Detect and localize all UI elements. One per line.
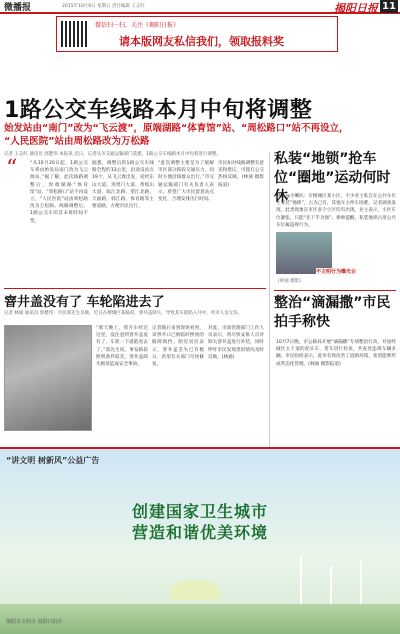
ad-slogan-2: 营造和谐优美环境 <box>131 523 268 542</box>
promo-line2: 请本版网友私信我们，领取报料奖 <box>119 35 284 48</box>
story2-column-2: 记者随后来到现场看到，该窨井口已被临时摆放的路障围挡。附近居民表示，窨井盖丢失已有数日，希望有关部门尽快修复。 <box>152 326 204 368</box>
page-number: 11 <box>380 0 398 13</box>
right-headline-2: 整治“滴漏撒”市民拍手称快 <box>274 295 391 330</box>
story2-photo <box>4 325 92 431</box>
story2-column-1: “那天晚上，我开车经过这里，没注意到窨井盖没有了，车轮一下就陷进去了。”郑先生说，事发路段照明条件较差，窨井盖缺失极易造成安全事故。 <box>96 326 148 368</box>
story2-headline: 窨井盖没有了 车轮陷进去了 <box>4 295 165 310</box>
wechat-promo-banner[interactable] <box>56 16 338 52</box>
subheadline-1: 始发站由“南门”改为“飞云渡”，原端湖路“体育馆”站、“周松路口”站不再设立， <box>4 123 349 134</box>
windmill-icon <box>330 566 332 604</box>
ad-sun-graphic <box>170 580 220 600</box>
section-title: 微播报 <box>4 3 32 13</box>
ad-footer: 揭阳市文明办 揭阳日报社 <box>6 619 63 625</box>
windmill-icon <box>300 556 302 604</box>
story1-column-3: “此次调整主要是为了缓解市区部分路段交通压力，同时方便沿线群众出行。”市交通运输部门有关负责人表示，希望广大市民留意站点变化，合理安排出行时间。 <box>158 161 214 203</box>
photo-caption: 不文明行为曝光台 <box>316 269 357 275</box>
qr-code-icon[interactable] <box>61 21 87 47</box>
right-headline-1: 私装“地锁”抢车位“圈地”运动何时休 <box>274 151 391 205</box>
newspaper-logo: 揭阳日报 <box>334 2 378 15</box>
subheadline-2: “人民医院”站由周松路改为万松路 <box>4 136 150 147</box>
right-story1-text: 网友@小喇叭：在榕城区某小区，不少业主私自在公共车位上安装“地锁”，占为己有，其他车主停车困难。记者调查发现，此类现象在市区多个小区均有出现。业主表示，小区车位紧张，只能“先下手为强”。律师提醒，私装地锁占用公共车位属违规行为。 <box>276 194 396 228</box>
page-header <box>0 0 400 14</box>
story1-column-4: 市民如对线路调整有意见和建议，可拨打公交热线反映。(林通 摄影 报道) <box>218 161 264 188</box>
story2-byline: 记者 林通 通讯员 郭楚伟：市民郑先生反映，近日在榕城区某路段，窨井盖缺失，导致其车轮陷入井中，所幸人员无伤。 <box>4 311 243 316</box>
promo-line1: 微信扫一扫，关注《揭阳日报》 <box>95 22 180 29</box>
main-headline: 1路公交车线路本月中旬将调整 <box>4 98 313 123</box>
date-line: 2015年10月9日 星期五 责任编辑 王志红 <box>62 4 145 9</box>
story1-column-2: 据悉，调整后的1路公交车线路全程约13公里，沿途设站点19个，从飞云渡出发，途经东山大道、进贤门大道、黄岐山大道、临江北路、望江北路、天福路、韩江路、体育路等主要道路，方便市民出行。 <box>92 161 154 210</box>
column-divider <box>269 152 270 447</box>
ad-label: “讲文明 树新风”公益广告 <box>6 456 100 465</box>
section-rule-right <box>274 290 396 291</box>
right-story2-text: 10月7日晚，市公路局开展“滴漏撒”专项整治行动，对途经城区主干道的泥头车、货车进行检查，共查处违规车辆多辆。市民纷纷表示，此举有效改善了道路环境，希望能够形成常态化管理。(林通 摄影报道) <box>276 340 396 367</box>
ad-slogan-1: 创建国家卫生城市 <box>131 502 268 521</box>
quote-mark-icon <box>4 162 26 280</box>
section-rule <box>4 288 266 289</box>
story1-byline: 记者 王志红 通讯员 郭楚伟 本报讯 近日，记者从市交通运输部门获悉，1路公交车线路本月中旬将进行调整。 <box>4 152 222 157</box>
right-story1-source: (林通 摄影) <box>278 279 301 284</box>
windmill-icon <box>360 560 362 604</box>
story2-column-3: 对此，市政管理部门工作人员表示，将尽快安排人员对缺失窨井盖进行补装，同时呼吁市民发现类似情况及时反映。(林通) <box>208 326 264 360</box>
story1-column-1: “从10月20日起，1路公交车将由始发站南门改为飞云渡站。”据了解，此次线路调整后，原端湖路“体育馆”站、“周松路口”站不再设立，“人民医院”站由周松路改为万松路。线路调整后，1路公交车的首末班时间不变。 <box>30 161 88 224</box>
